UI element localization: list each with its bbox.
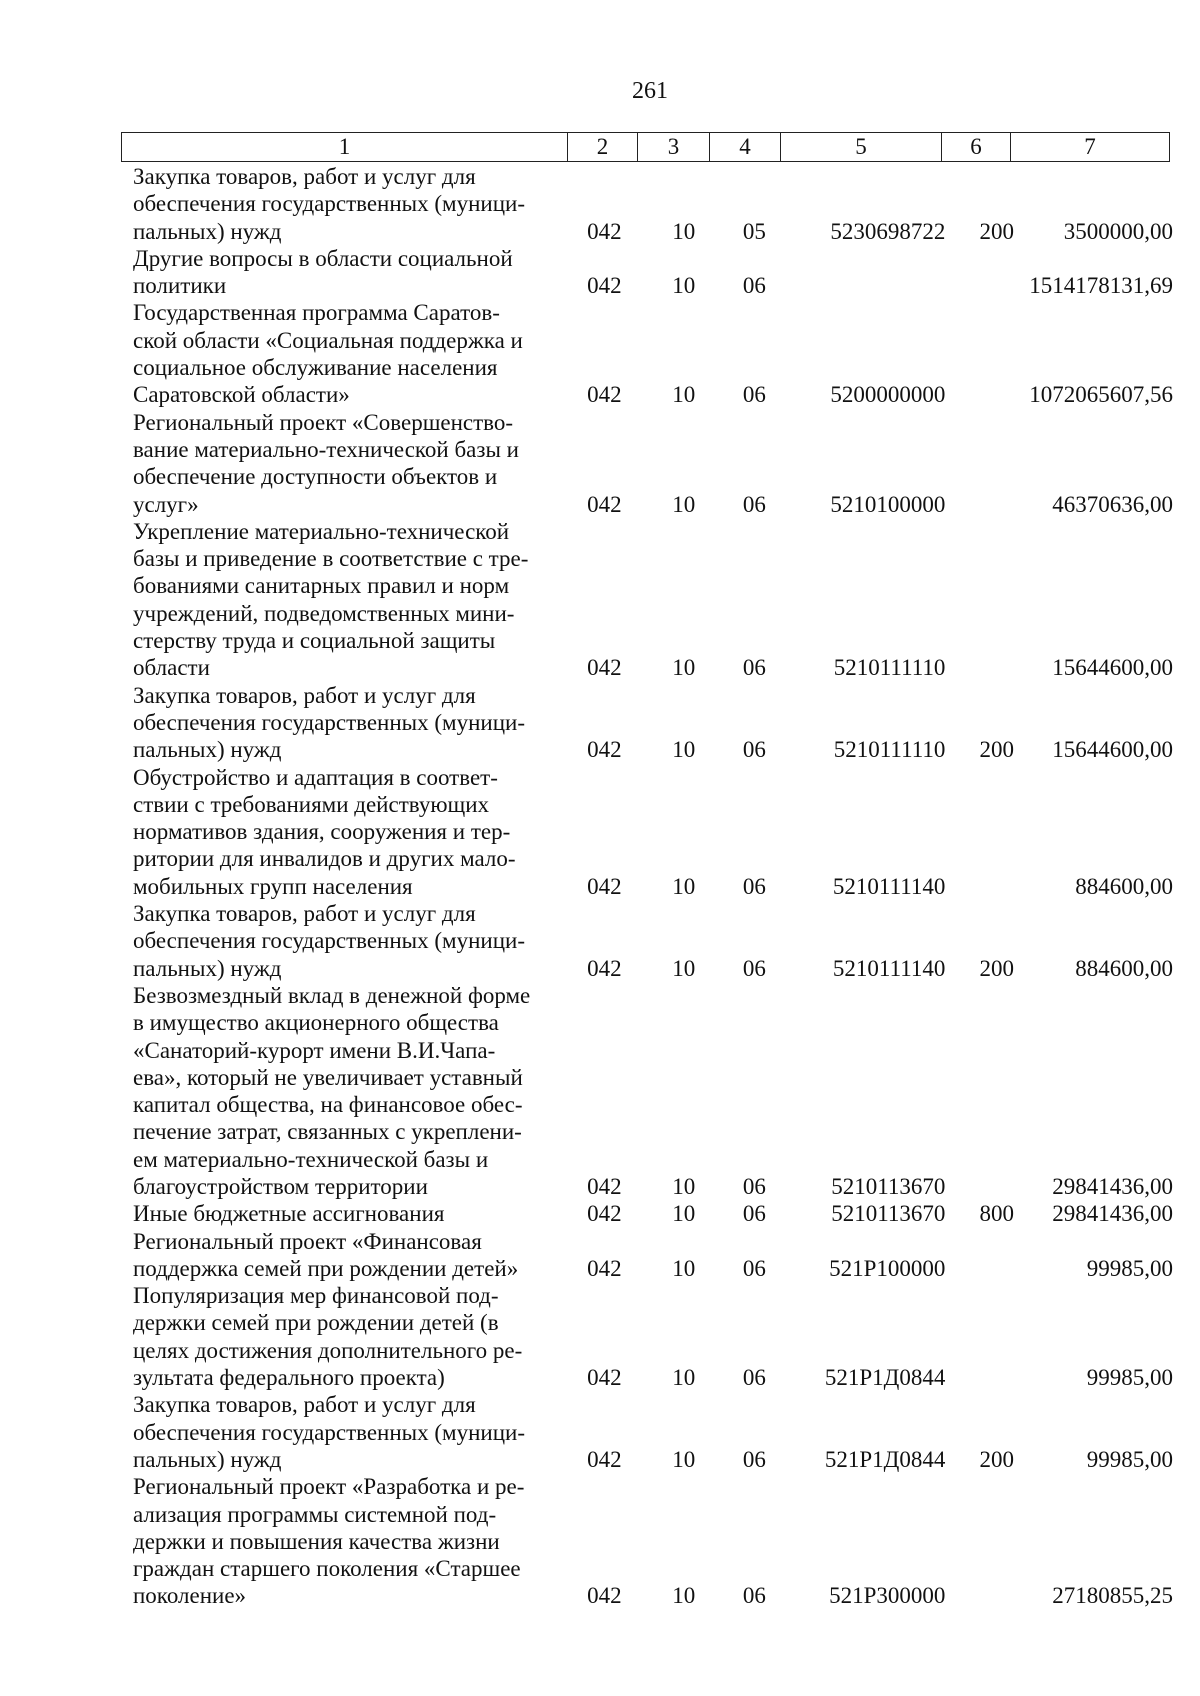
description-line: пальных) нужд	[133, 1446, 282, 1472]
description-line: нормативов здания, сооружения и тер-	[133, 819, 511, 845]
subsection-cell: 06	[742, 1255, 766, 1281]
description-line: политики	[133, 273, 227, 299]
table-row	[133, 409, 1173, 518]
description-line: Закупка товаров, работ и услуг для	[133, 901, 476, 927]
target-article-cell: 5210111140	[832, 955, 946, 981]
description-line: поколение»	[133, 1583, 247, 1609]
amount-cell: 29841436,00	[1052, 1173, 1173, 1199]
description-line: обеспечения государственных (муници-	[133, 709, 525, 735]
row-description	[133, 1282, 549, 1391]
table-row	[133, 1391, 1173, 1473]
code-cell: 042	[587, 218, 622, 244]
description-line: базы и приведение в соответствие с тре-	[133, 546, 529, 572]
section-cell: 10	[672, 382, 696, 408]
subsection-cell: 06	[742, 955, 766, 981]
expense-type-cell: 800	[979, 1201, 1015, 1227]
description-line: Иные бюджетные ассигнования	[133, 1201, 445, 1227]
description-line: Другие вопросы в области социальной	[133, 245, 513, 271]
description-line: бованиями санитарных правил и норм	[133, 573, 510, 599]
header-col-3: 3	[638, 133, 710, 161]
description-line: обеспечения государственных (муници-	[133, 1419, 525, 1445]
row-description	[133, 1200, 549, 1227]
row-description	[133, 1473, 549, 1609]
description-line: «Санаторий-курорт имени В.И.Чапа-	[133, 1037, 496, 1063]
section-cell: 10	[672, 1255, 696, 1281]
target-article-cell: 5210113670	[831, 1173, 946, 1199]
table-row	[133, 982, 1173, 1200]
description-line: Укрепление материально-технической	[133, 518, 510, 544]
row-description	[133, 409, 549, 518]
description-line: ской области «Социальная поддержка и	[133, 327, 523, 353]
code-cell: 042	[587, 955, 622, 981]
expense-type-cell: 200	[979, 737, 1015, 763]
target-article-cell: 521P300000	[829, 1583, 946, 1609]
description-line: Саратовской области»	[133, 382, 350, 408]
row-description	[133, 163, 549, 245]
table-row	[133, 299, 1173, 408]
budget-table-body	[133, 163, 1173, 1610]
table-row	[133, 900, 1173, 982]
amount-cell: 99985,00	[1086, 1365, 1173, 1391]
target-article-cell: 5210100000	[830, 491, 946, 517]
description-line: печение затрат, связанных с укреплени-	[133, 1119, 522, 1145]
row-description	[133, 1391, 549, 1473]
target-article-cell: 5210113670	[831, 1201, 946, 1227]
amount-cell: 15644600,00	[1052, 655, 1173, 681]
row-description	[133, 1228, 549, 1283]
subsection-cell: 06	[742, 655, 766, 681]
description-line: стерству труда и социальной защиты	[133, 628, 496, 654]
amount-cell: 15644600,00	[1052, 737, 1173, 763]
table-row	[133, 764, 1173, 900]
amount-cell: 99985,00	[1086, 1446, 1173, 1472]
description-line: пальных) нужд	[133, 218, 282, 244]
subsection-cell: 06	[742, 491, 766, 517]
subsection-cell: 05	[742, 218, 766, 244]
subsection-cell: 06	[742, 737, 766, 763]
target-article-cell: 5210111110	[833, 655, 946, 681]
description-line: в имущество акционерного общества	[133, 1010, 499, 1036]
code-cell: 042	[587, 1365, 622, 1391]
section-cell: 10	[672, 1201, 696, 1227]
table-row	[133, 1228, 1173, 1283]
amount-cell: 1072065607,56	[1029, 382, 1173, 408]
amount-cell: 27180855,25	[1052, 1583, 1173, 1609]
description-line: ализация программы системной под-	[133, 1501, 497, 1527]
description-line: услуг»	[133, 491, 199, 517]
description-line: Обустройство и адаптация в соответ-	[133, 764, 498, 790]
expense-type-cell: 200	[979, 955, 1015, 981]
code-cell: 042	[587, 1255, 622, 1281]
description-line: Популяризация мер финансовой под-	[133, 1283, 499, 1309]
header-col-6: 6	[942, 133, 1011, 161]
subsection-cell: 06	[742, 873, 766, 899]
description-line: Региональный проект «Финансовая	[133, 1228, 482, 1254]
section-cell: 10	[672, 1446, 696, 1472]
page-number: 261	[632, 78, 668, 104]
amount-cell: 884600,00	[1075, 873, 1173, 899]
description-line: вание материально-технической базы и	[133, 436, 519, 462]
code-cell: 042	[587, 382, 622, 408]
subsection-cell: 06	[742, 1583, 766, 1609]
table-row	[133, 245, 1173, 300]
amount-cell: 29841436,00	[1052, 1201, 1173, 1227]
description-line: граждан старшего поколения «Старшее	[133, 1556, 521, 1582]
subsection-cell: 06	[742, 1365, 766, 1391]
description-line: ритории для инвалидов и других мало-	[133, 846, 516, 872]
row-description	[133, 299, 549, 408]
section-cell: 10	[672, 737, 696, 763]
section-cell: 10	[672, 955, 696, 981]
description-line: обеспечение доступности объектов и	[133, 464, 498, 490]
description-line: социальное обслуживание населения	[133, 355, 498, 381]
code-cell: 042	[587, 1201, 622, 1227]
table-header	[121, 132, 1170, 162]
table-row	[133, 1200, 1173, 1227]
table-row	[133, 1282, 1173, 1391]
description-line: держки и повышения качества жизни	[133, 1528, 500, 1554]
code-cell: 042	[587, 737, 622, 763]
description-line: Закупка товаров, работ и услуг для	[133, 1392, 476, 1418]
header-col-7: 7	[1084, 134, 1096, 159]
header-col-2: 2	[568, 133, 638, 161]
section-cell: 10	[672, 655, 696, 681]
subsection-cell: 06	[742, 1446, 766, 1472]
section-cell: 10	[672, 218, 696, 244]
amount-cell: 884600,00	[1075, 955, 1173, 981]
code-cell: 042	[587, 1173, 622, 1199]
expense-type-cell: 200	[979, 1446, 1015, 1472]
code-cell: 042	[587, 873, 622, 899]
table-row	[133, 163, 1173, 245]
description-line: обеспечения государственных (муници-	[133, 928, 525, 954]
description-line: Закупка товаров, работ и услуг для	[133, 682, 476, 708]
description-line: поддержка семей при рождении детей»	[133, 1255, 519, 1281]
description-line: области	[133, 655, 210, 681]
subsection-cell: 06	[742, 273, 766, 299]
table-row	[133, 518, 1173, 682]
description-line: капитал общества, на финансовое обес-	[133, 1092, 523, 1118]
target-article-cell: 521P1Д0844	[824, 1365, 946, 1391]
description-line: ем материально-технической базы и	[133, 1146, 489, 1172]
description-line: ева», который не увеличивает уставный	[133, 1064, 523, 1090]
description-line: целях достижения дополнительного ре-	[133, 1337, 523, 1363]
description-line: Закупка товаров, работ и услуг для	[133, 164, 476, 189]
section-cell: 10	[672, 873, 696, 899]
description-line: Региональный проект «Совершенство-	[133, 409, 514, 435]
row-description	[133, 982, 549, 1200]
header-col-5: 5	[781, 133, 942, 161]
code-cell: 042	[587, 1583, 622, 1609]
description-line: благоустройством территории	[133, 1173, 428, 1199]
row-description	[133, 764, 549, 900]
target-article-cell: 5230698722	[830, 218, 946, 244]
code-cell: 042	[587, 1446, 622, 1472]
description-line: зультата федерального проекта)	[133, 1365, 445, 1391]
description-line: пальных) нужд	[133, 737, 282, 763]
subsection-cell: 06	[742, 1201, 766, 1227]
section-cell: 10	[672, 1583, 696, 1609]
code-cell: 042	[587, 491, 622, 517]
row-description	[133, 245, 549, 300]
amount-cell: 3500000,00	[1063, 218, 1173, 244]
description-line: учреждений, подведомственных мини-	[133, 600, 515, 626]
description-line: Региональный проект «Разработка и ре-	[133, 1474, 525, 1500]
target-article-cell: 5210111110	[833, 737, 946, 763]
description-line: держки семей при рождении детей (в	[133, 1310, 499, 1336]
target-article-cell: 521P100000	[829, 1255, 946, 1281]
code-cell: 042	[587, 273, 622, 299]
row-description	[133, 518, 549, 682]
target-article-cell: 5200000000	[830, 382, 946, 408]
description-line: Безвозмездный вклад в денежной форме	[133, 982, 531, 1008]
description-line: Государственная программа Саратов-	[133, 300, 500, 326]
table-row	[133, 682, 1173, 764]
amount-cell: 99985,00	[1086, 1255, 1173, 1281]
code-cell: 042	[587, 655, 622, 681]
subsection-cell: 06	[742, 382, 766, 408]
header-col-1: 1	[122, 133, 568, 161]
target-article-cell: 521P1Д0844	[824, 1446, 946, 1472]
description-line: мобильных групп населения	[133, 873, 413, 899]
target-article-cell: 5210111140	[832, 873, 946, 899]
subsection-cell: 06	[742, 1173, 766, 1199]
description-line: ствии с требованиями действующих	[133, 791, 490, 817]
table-row	[133, 1473, 1173, 1609]
amount-cell: 1514178131,69	[1029, 273, 1173, 299]
description-line: обеспечения государственных (муници-	[133, 191, 525, 217]
section-cell: 10	[672, 491, 696, 517]
section-cell: 10	[672, 1365, 696, 1391]
description-line: пальных) нужд	[133, 955, 282, 981]
row-description	[133, 682, 549, 764]
section-cell: 10	[672, 1173, 696, 1199]
header-col-4: 4	[710, 133, 781, 161]
amount-cell: 46370636,00	[1052, 491, 1173, 517]
expense-type-cell: 200	[979, 218, 1015, 244]
section-cell: 10	[672, 273, 696, 299]
row-description	[133, 900, 549, 982]
